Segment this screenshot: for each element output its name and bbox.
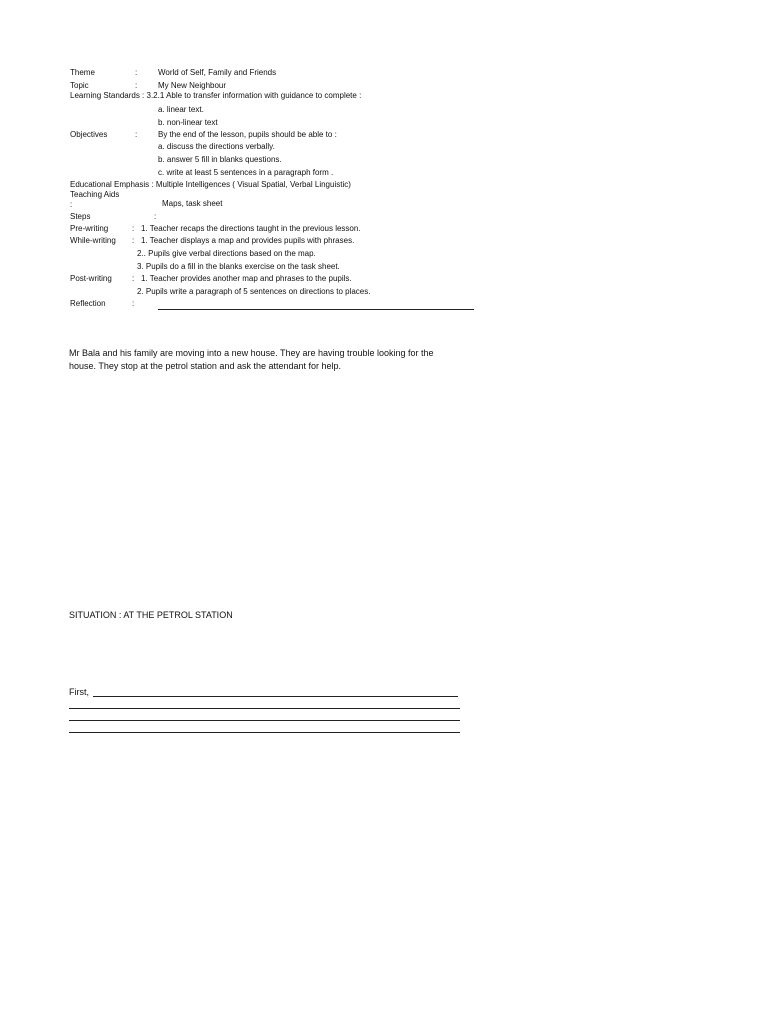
reflection-colon: : [132,299,135,308]
while-writing-label: While-writing [70,236,116,245]
post-writing-step-2: 2. Pupils write a paragraph of 5 sentences on directions to places. [137,287,371,296]
pre-writing-step-1: 1. Teacher recaps the directions taught in the previous lesson. [141,224,361,233]
objectives-intro: By the end of the lesson, pupils should be able to : [158,130,337,139]
learning-standard-b: b. non-linear text [158,118,218,127]
theme-value: World of Self, Family and Friends [158,68,277,77]
while-writing-step-1: 1. Teacher displays a map and provides pupils with phrases. [141,236,355,245]
topic-colon: : [135,81,138,90]
post-writing-label: Post-writing [70,274,112,283]
teaching-aids-label: Teaching Aids [70,190,120,199]
post-writing-colon: : [132,274,135,283]
writing-line-2[interactable] [69,708,460,709]
steps-label: Steps [70,212,91,221]
reflection-label: Reflection [70,299,106,308]
objective-b: b. answer 5 fill in blanks questions. [158,155,282,164]
objectives-label: Objectives [70,130,108,139]
theme-label: Theme [70,68,95,77]
situation-heading: SITUATION : AT THE PETROL STATION [69,610,233,620]
learning-standards: Learning Standards : 3.2.1 Able to transfer information with guidance to complete : [70,91,362,100]
learning-standard-a: a. linear text. [158,105,204,114]
reflection-blank-line [158,309,474,310]
first-label: First, [69,687,89,697]
educational-emphasis: Educational Emphasis : Multiple Intelligences ( Visual Spatial, Verbal Linguistic) [70,180,351,189]
while-writing-step-3: 3. Pupils do a fill in the blanks exercise on the task sheet. [137,262,340,271]
objectives-colon: : [135,130,138,139]
while-writing-colon: : [132,236,135,245]
while-writing-step-2: 2.. Pupils give verbal directions based on the map. [137,249,316,258]
topic-label: Topic [70,81,89,90]
steps-colon: : [154,212,157,221]
pre-writing-colon: : [132,224,135,233]
pre-writing-label: Pre-writing [70,224,109,233]
theme-colon: : [135,68,138,77]
writing-line-1[interactable] [93,696,458,697]
post-writing-step-1: 1. Teacher provides another map and phrases to the pupils. [141,274,352,283]
objective-a: a. discuss the directions verbally. [158,142,275,151]
story-line-2: house. They stop at the petrol station and ask the attendant for help. [69,361,342,371]
topic-value: My New Neighbour [158,81,227,90]
story-line-1: Mr Bala and his family are moving into a new house. They are having trouble looking for the [69,348,434,358]
teaching-aids-value: Maps, task sheet [162,199,223,208]
teaching-aids-colon: : [70,200,73,209]
objective-c: c. write at least 5 sentences in a paragraph form . [158,168,334,177]
writing-line-4[interactable] [69,732,460,733]
writing-line-3[interactable] [69,720,460,721]
